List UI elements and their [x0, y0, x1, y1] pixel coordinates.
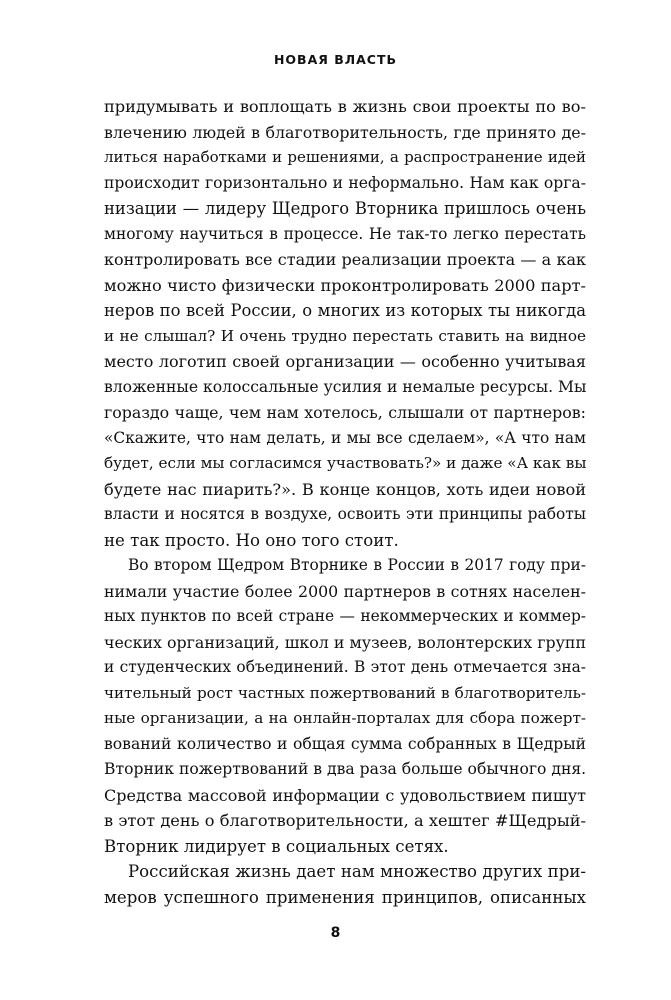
- text-line: будет, если мы согласимся участвовать?» и даже «А как вы: [104, 454, 587, 472]
- text-line: не так просто. Но оно того стоит.: [104, 530, 399, 550]
- text-line: и не слышал? И очень трудно перестать ставить на видное: [104, 326, 586, 345]
- text-line: в этот день о благотворительности, а хештег #Щедрый-: [104, 811, 586, 830]
- text-line: нимали участие более 2000 партнеров в сотнях населен-: [104, 581, 586, 601]
- page-number: 8: [330, 925, 341, 941]
- text-line: и студенческих объединений. В этот день отмечается зна-: [104, 658, 586, 676]
- body-text: [104, 94, 586, 910]
- text-line: «Скажите, что нам делать, и мы все сделаем», «А что нам: [104, 428, 586, 447]
- text-line: меров успешного применения принципов, описанных: [104, 887, 586, 907]
- text-line: Российская жизнь дает нам множество других при-: [128, 862, 586, 881]
- text-line: многому научиться в процессе. Не так-то легко перестать: [104, 224, 586, 243]
- text-line: чительный рост частных пожертвований в благотворитель-: [104, 683, 586, 702]
- text-line: ные организации, а на онлайн-порталах для сбора пожерт-: [104, 709, 586, 727]
- text-line: будете нас пиарить?». В конце концов, хоть идеи новой: [104, 479, 586, 499]
- text-line: власти и носятся в воздухе, освоить эти принципы работы: [104, 505, 586, 523]
- text-line: Во втором Щедром Вторнике в России в 2017 году при-: [128, 556, 586, 574]
- text-line: место логотип своей организации — особенно учитывая: [104, 352, 586, 371]
- paragraph-3: [104, 859, 586, 910]
- text-line: вложенные колоссальные усилия и немалые ресурсы. Мы: [104, 377, 587, 396]
- text-line: Вторник лидирует в социальных сетях.: [104, 836, 449, 856]
- text-line: можно чисто физически проконтролировать 2000 парт-: [104, 275, 586, 295]
- text-line: вований количество и общая сумма собранных в Щедрый: [104, 734, 586, 753]
- text-line: гораздо чаще, чем нам хотелось, слышали от партнеров:: [104, 403, 586, 422]
- text-line: ных пунктов по всей стране — некоммерческих и коммер-: [104, 607, 586, 625]
- text-line: происходит горизонтально и неформально. Нам как орга-: [104, 173, 586, 192]
- text-line: придумывать и воплощать в жизнь свои проекты по во-: [104, 97, 586, 116]
- text-line: литься наработками и решениями, а распространение идей: [104, 148, 586, 166]
- text-line: Вторник пожертвований в два раза больше обычного дня.: [104, 760, 587, 778]
- text-line: ческих организаций, школ и музеев, волонтерских групп: [104, 632, 586, 652]
- running-header: НОВАЯ ВЛАСТЬ: [273, 52, 398, 67]
- paragraph-1: [104, 94, 586, 553]
- text-line: влечению людей в благотворительность, где принято де-: [104, 122, 586, 142]
- paragraph-2: [104, 553, 586, 859]
- text-line: контролировать все стадии реализации проекта — а как: [104, 250, 586, 269]
- text-line: Средства массовой информации с удовольствием пишут: [104, 785, 586, 805]
- text-line: неров по всей России, о многих из которых ты никогда: [104, 301, 586, 320]
- text-line: низации — лидеру Щедрого Вторника пришлось очень: [104, 199, 586, 218]
